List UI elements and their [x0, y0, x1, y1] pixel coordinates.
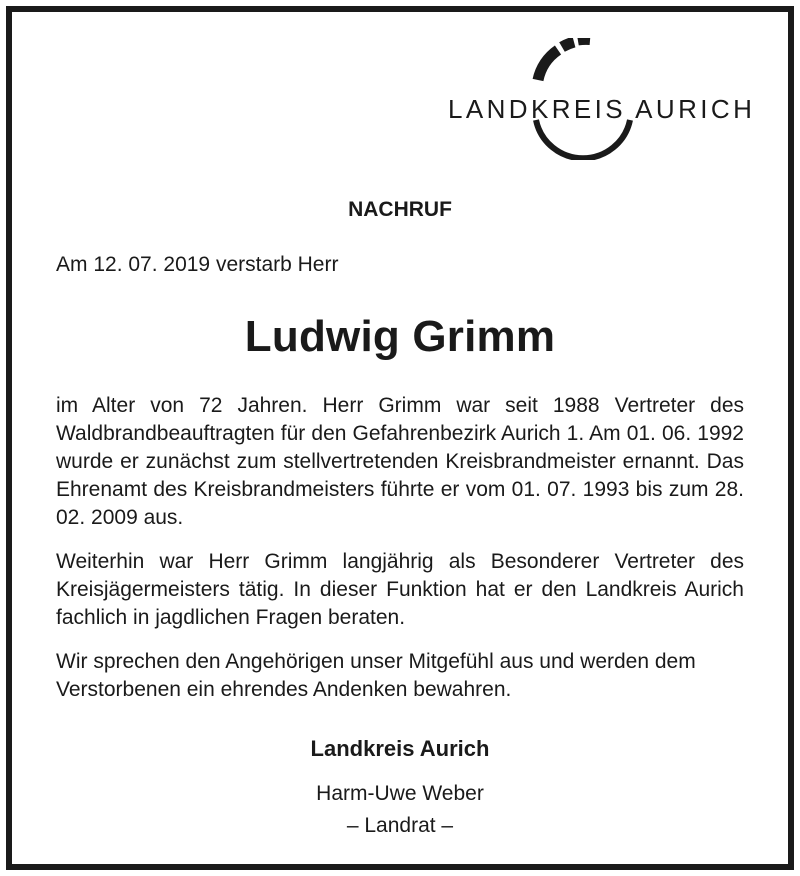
logo-text: LANDKREIS AURICH	[448, 94, 756, 124]
paragraph-condolence: Wir sprechen den Angehörigen unser Mitgefühl aus und werden dem Verstorbenen ein ehrendes Andenken bewahren.	[56, 650, 696, 701]
paragraph-biography: im Alter von 72 Jahren. Herr Grimm war seit 1988 Vertreter des Waldbrandbeauftragten für den Gefahrenbezirk Aurich 1. Am 01. 06. 1992 wurde er zunächst zum stellvertretenden Kreisbrandmeister ernannt. Das Ehrenamt des Kreisbrandmeisters führte er vom 01. 07. 1993 bis zum 28. 02. 2009 aus.	[56, 394, 744, 529]
landkreis-aurich-logo	[440, 38, 760, 160]
signature-title: – Landrat –	[346, 814, 454, 837]
signature-person: Harm-Uwe Weber	[316, 782, 484, 805]
deceased-name: Ludwig Grimm	[244, 312, 556, 361]
paragraph-hunting: Weiterhin war Herr Grimm langjährig als Besonderer Vertreter des Kreisjägermeisters tätig. In dieser Funktion hat er den Landkreis Aurich fachlich in jagdlichen Fragen beraten.	[56, 550, 744, 629]
notice-heading: NACHRUF	[348, 198, 452, 221]
signature-organization: Landkreis Aurich	[310, 736, 490, 761]
notice-intro: Am 12. 07. 2019 verstarb Herr	[56, 253, 339, 276]
